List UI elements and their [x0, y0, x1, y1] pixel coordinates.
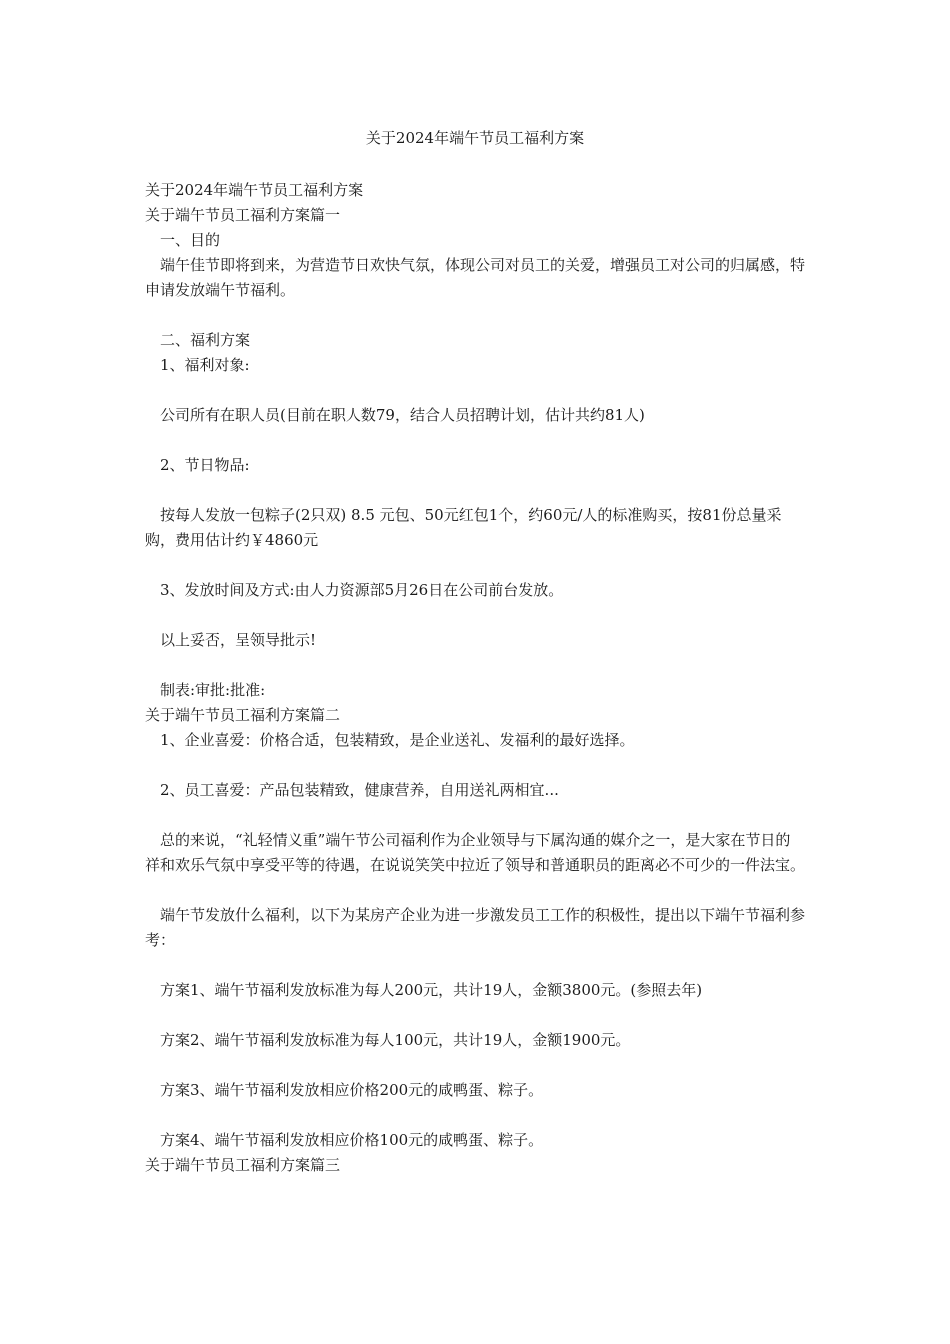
blank-line [145, 478, 805, 503]
paragraph: 2、节日物品: [160, 456, 250, 474]
paragraph: 3、发放时间及方式:由人力资源部5月26日在公司前台发放。 [160, 581, 564, 599]
paragraph: 端午节发放什么福利，以下为某房产企业为进一步激发员工工作的积极性，提出以下端午节福利参考： [145, 906, 806, 949]
section-heading: 关于端午节员工福利方案篇一 [145, 206, 341, 224]
section-heading: 关于端午节员工福利方案篇二 [145, 706, 341, 724]
blank-line [145, 1053, 805, 1078]
paragraph: 方案4、端午节福利发放相应价格100元的咸鸭蛋、粽子。 [160, 1131, 544, 1149]
document-body [145, 178, 805, 1178]
blank-line [145, 1003, 805, 1028]
paragraph: 制表:审批:批准: [160, 681, 266, 699]
blank-line [145, 953, 805, 978]
blank-line [145, 1103, 805, 1128]
blank-line [145, 803, 805, 828]
paragraph: 方案2、端午节福利发放标准为每人100元，共计19人，金额1900元。 [160, 1031, 631, 1049]
paragraph: 方案1、端午节福利发放标准为每人200元，共计19人，金额3800元。(参照去年) [160, 981, 703, 999]
paragraph: 以上妥否，呈领导批示! [160, 631, 317, 649]
blank-line [145, 753, 805, 778]
paragraph: 二、福利方案 [160, 331, 251, 349]
section-heading: 关于2024年端午节员工福利方案 [145, 181, 364, 199]
paragraph: 1、企业喜爱：价格合适，包装精致，是企业送礼、发福利的最好选择。 [160, 731, 635, 749]
paragraph: 方案3、端午节福利发放相应价格200元的咸鸭蛋、粽子。 [160, 1081, 544, 1099]
blank-line [145, 603, 805, 628]
paragraph: 2、员工喜爱：产品包装精致，健康营养，自用送礼两相宜... [160, 781, 559, 799]
paragraph: 公司所有在职人员(目前在职人数79，结合人员招聘计划，估计共约81人) [160, 406, 645, 424]
blank-line [145, 878, 805, 903]
blank-line [145, 428, 805, 453]
blank-line [145, 303, 805, 328]
section-heading: 关于端午节员工福利方案篇三 [145, 1156, 341, 1174]
blank-line [145, 553, 805, 578]
paragraph: 按每人发放一包粽子(2只双) 8.5 元包、50元红包1个，约60元/人的标准购买，按81份总量采购，费用估计约￥4860元 [145, 506, 782, 549]
paragraph: 一、目的 [160, 231, 221, 249]
paragraph: 总的来说，“礼轻情义重”端午节公司福利作为企业领导与下属沟通的媒介之一，是大家在节日的祥和欢乐气氛中享受平等的待遇，在说说笑笑中拉近了领导和普通职员的距离必不可少的一件法宝。 [145, 831, 806, 874]
document-title: 关于2024年端午节员工福利方案 [365, 129, 585, 147]
paragraph: 1、福利对象: [160, 356, 250, 374]
blank-line [145, 653, 805, 678]
blank-line [145, 378, 805, 403]
paragraph: 端午佳节即将到来，为营造节日欢快气氛，体现公司对员工的关爱，增强员工对公司的归属感，特申请发放端午节福利。 [145, 256, 806, 299]
